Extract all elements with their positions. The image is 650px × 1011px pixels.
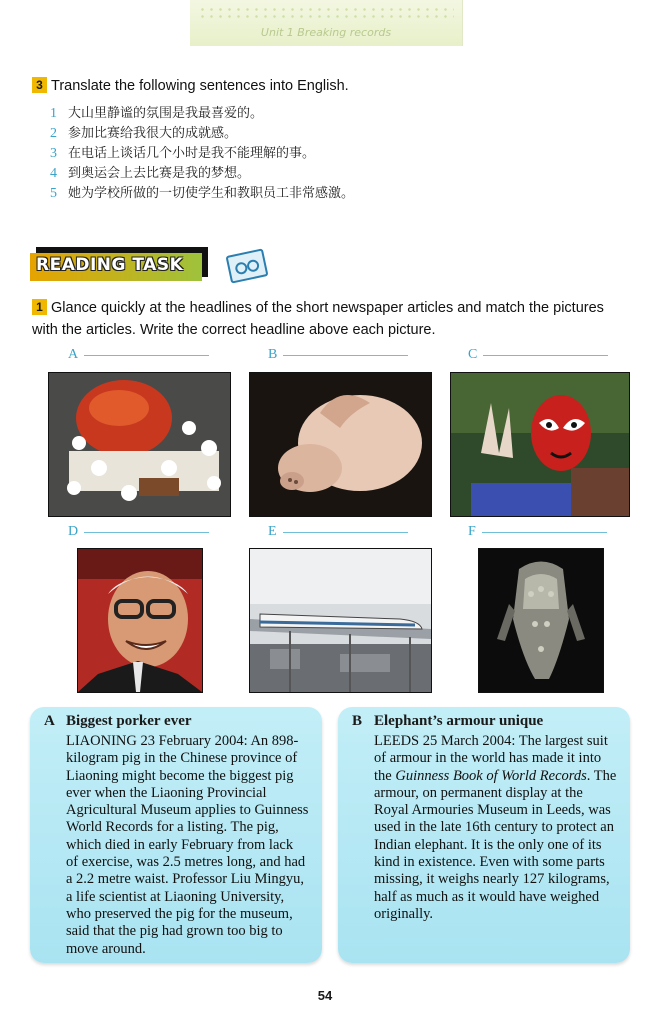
answer-line[interactable]: [84, 355, 209, 356]
reading-task-title: READING TASK: [36, 255, 184, 275]
picture-c-label: C: [468, 347, 608, 363]
article-b-letter: B: [352, 713, 363, 729]
answer-line[interactable]: [84, 532, 209, 533]
list-item: 5 她为学校所做的一切使学生和教职员工非常感激。: [50, 186, 355, 201]
page-number: 54: [317, 988, 333, 1003]
article-b-body: LEEDS 25 March 2004: The largest suit of armour in the world has made it into the Guinness Book of World Records. The armour, on permanent display at the Royal Armouries Museum in Leeds, was used in the late 16th century to protect an Indian elephant. It is the only one of its kind in existence. Even with some parts missing, it weighs nearly 127 kilograms, half as much as it would have weighed originally.: [374, 733, 617, 922]
article-a-body: LIAONING 23 February 2004: An 898- kilogram pig in the Chinese province of Liaoning might become the biggest pig ever when the Liaoning Provincial Agricultural Museum applies to Guinness World Records for a listing. The pig, which died in early February from lack of exercise, was 2.5 metres long, and had a 2.2 metre waist. Professor Liu Mingyu, a life scientist at Liaoning University, who preserved the pig for the museum, said that the pig had grown too big to move around.: [66, 733, 309, 957]
exercise-1-text: Glance quickly at the headlines of the short newspaper articles and match the pictures with the articles. Write the correct headline above each picture.: [32, 300, 604, 338]
photo-maglev-train: [249, 548, 432, 693]
list-item: 2 参加比赛给我很大的成就感。: [50, 126, 238, 141]
exercise-3-text: Translate the following sentences into English.: [51, 78, 349, 94]
exercise-1-instruction: [32, 297, 632, 341]
answer-line[interactable]: [283, 532, 408, 533]
article-b-box: [338, 707, 630, 963]
article-a-box: [30, 707, 322, 963]
photo-old-man: [77, 548, 203, 693]
list-item: 4 到奥运会上去比赛是我的梦想。: [50, 166, 251, 181]
photo-pig: [249, 372, 432, 517]
picture-d-label: D: [68, 524, 209, 540]
header-decoration: [198, 6, 454, 20]
picture-b-label: B: [268, 347, 408, 363]
list-item: 3 在电话上谈话几个小时是我不能理解的事。: [50, 146, 316, 161]
list-item: 1 大山里静谧的氛围是我最喜爱的。: [50, 106, 264, 121]
answer-line[interactable]: [482, 532, 607, 533]
photo-elephant-armour: [478, 548, 604, 693]
exercise-3-number: 3: [32, 77, 47, 93]
picture-f-label: F: [468, 524, 607, 540]
answer-line[interactable]: [483, 355, 608, 356]
cassette-tape-icon[interactable]: [226, 248, 269, 283]
running-header: [190, 0, 463, 46]
exercise-1-number: 1: [32, 299, 47, 315]
article-a-headline: Biggest porker ever: [66, 713, 192, 729]
picture-a-label: A: [68, 347, 209, 363]
photo-giant-cake: [48, 372, 231, 517]
running-title: Unit 1 Breaking records: [260, 26, 392, 39]
reading-task-banner: [30, 247, 208, 281]
photo-opera-mask: [450, 372, 630, 517]
article-b-headline: Elephant’s armour unique: [374, 713, 544, 729]
article-a-letter: A: [44, 713, 55, 729]
answer-line[interactable]: [283, 355, 408, 356]
picture-e-label: E: [268, 524, 408, 540]
translation-list: [50, 104, 354, 204]
exercise-3-instruction: [32, 75, 349, 97]
